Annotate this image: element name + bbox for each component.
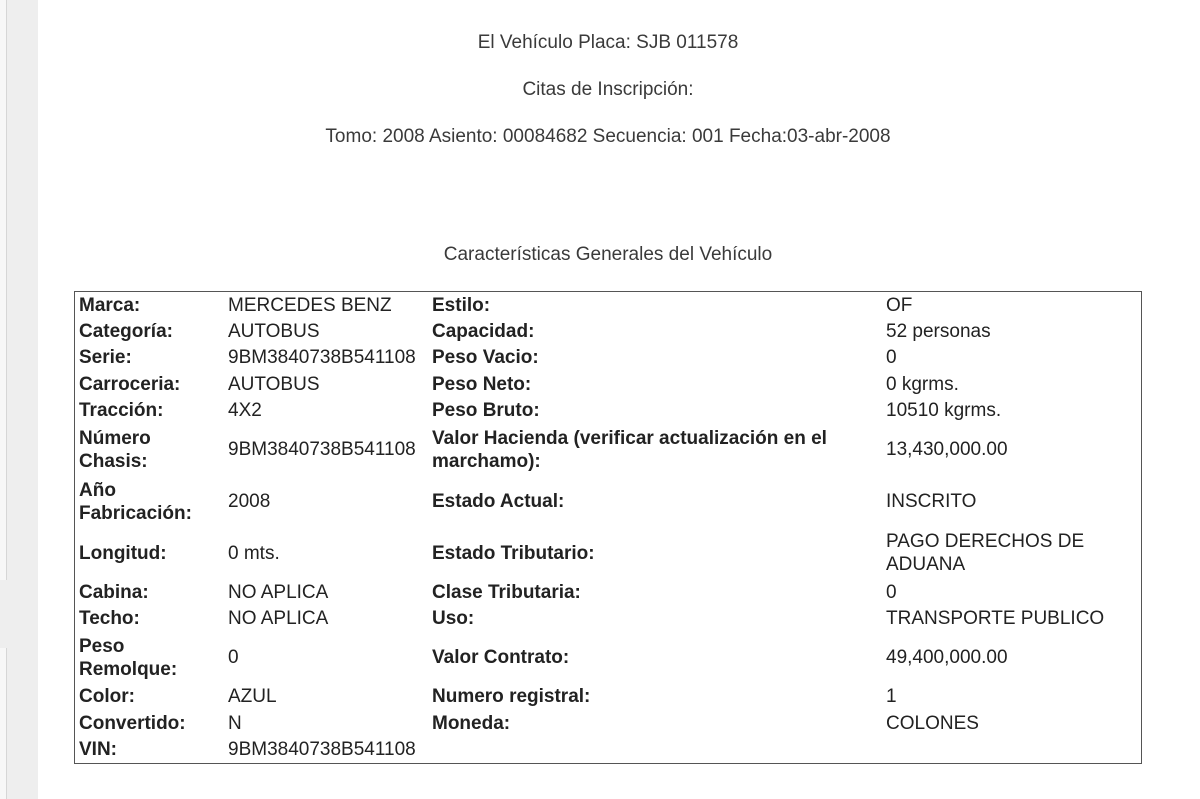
field-label: Marca: xyxy=(79,294,141,316)
table-row xyxy=(75,527,1141,579)
field-label: Serie: xyxy=(79,347,132,369)
table-row xyxy=(75,318,1141,344)
field-value: 0 xyxy=(886,581,897,603)
table-row xyxy=(75,606,1141,632)
field-label: Estado Tributario: xyxy=(432,542,595,564)
field-value: 0 mts. xyxy=(228,542,280,564)
field-value: NO APLICA xyxy=(228,581,329,603)
left-panel-edge-lower xyxy=(0,648,7,799)
table-row xyxy=(75,579,1141,605)
vehicle-plate-line: El Vehículo Placa: SJB 011578 xyxy=(477,32,739,53)
field-value: 1 xyxy=(886,686,897,708)
field-label: Longitud: xyxy=(79,542,167,564)
field-value: AUTOBUS xyxy=(228,373,320,395)
field-label: VIN: xyxy=(79,739,117,761)
field-value xyxy=(882,737,1141,763)
field-label: Capacidad: xyxy=(432,321,535,343)
field-value: 52 personas xyxy=(886,321,991,343)
field-value: MERCEDES BENZ xyxy=(228,294,392,316)
field-label: Número Chasis: xyxy=(79,427,151,472)
field-value: COLONES xyxy=(886,712,979,734)
field-value: 13,430,000.00 xyxy=(886,439,1008,461)
table-row xyxy=(75,398,1141,424)
field-value: NO APLICA xyxy=(228,608,329,630)
field-value: PAGO DERECHOS DE ADUANA xyxy=(886,531,1085,576)
field-label: Clase Tributaria: xyxy=(432,581,581,603)
field-value: 9BM3840738B541108 xyxy=(228,739,416,761)
field-value: 0 xyxy=(886,347,897,369)
left-panel-edge xyxy=(0,0,7,580)
field-value: 9BM3840738B541108 xyxy=(228,439,416,461)
field-value: AUTOBUS xyxy=(228,321,320,343)
field-label: Carroceria: xyxy=(79,373,181,395)
field-label: Categoría: xyxy=(79,321,173,343)
field-value: AZUL xyxy=(228,686,277,708)
section-title: Características Generales del Vehículo xyxy=(443,244,773,265)
table-row xyxy=(75,371,1141,397)
citation-detail-line: Tomo: 2008 Asiento: 00084682 Secuencia: 001 Fecha:03-abr-2008 xyxy=(325,126,891,147)
table-row xyxy=(75,292,1141,318)
table-row xyxy=(75,684,1141,710)
field-label: Valor Hacienda (verificar actualización en el marchamo): xyxy=(432,427,827,472)
field-label xyxy=(428,737,882,763)
field-value: 10510 kgrms. xyxy=(886,400,1002,422)
table-row xyxy=(75,345,1141,371)
citations-title: Citas de Inscripción: xyxy=(522,79,694,100)
field-label: Peso Remolque: xyxy=(79,635,178,680)
table-row xyxy=(75,737,1141,763)
field-label: Valor Contrato: xyxy=(432,647,570,669)
field-label: Peso Vacio: xyxy=(432,347,539,369)
table-row xyxy=(75,424,1141,476)
field-value: 9BM3840738B541108 xyxy=(228,347,416,369)
table-row xyxy=(75,710,1141,736)
field-label: Color: xyxy=(79,686,135,708)
field-value: 2008 xyxy=(228,491,271,513)
field-label: Convertido: xyxy=(79,712,186,734)
field-label: Techo: xyxy=(79,608,140,630)
field-value: 49,400,000.00 xyxy=(886,647,1008,669)
vehicle-characteristics-table xyxy=(74,291,1142,764)
field-value: 4X2 xyxy=(228,400,262,422)
field-value: OF xyxy=(886,294,913,316)
field-label: Uso: xyxy=(432,608,475,630)
table-row xyxy=(75,476,1141,528)
field-label: Numero registral: xyxy=(432,686,591,708)
field-label: Estado Actual: xyxy=(432,491,565,513)
field-label: Estilo: xyxy=(432,294,491,316)
table-row xyxy=(75,632,1141,684)
field-label: Peso Neto: xyxy=(432,373,532,395)
field-label: Cabina: xyxy=(79,581,149,603)
field-label: Año Fabricación: xyxy=(79,479,192,524)
field-value: 0 xyxy=(228,647,239,669)
field-value: 0 kgrms. xyxy=(886,373,959,395)
field-value: TRANSPORTE PUBLICO xyxy=(886,608,1105,630)
field-label: Moneda: xyxy=(432,712,511,734)
field-label: Tracción: xyxy=(79,400,164,422)
document-page xyxy=(38,0,1200,799)
field-value: INSCRITO xyxy=(886,491,977,513)
field-label: Peso Bruto: xyxy=(432,400,540,422)
field-value: N xyxy=(228,712,242,734)
